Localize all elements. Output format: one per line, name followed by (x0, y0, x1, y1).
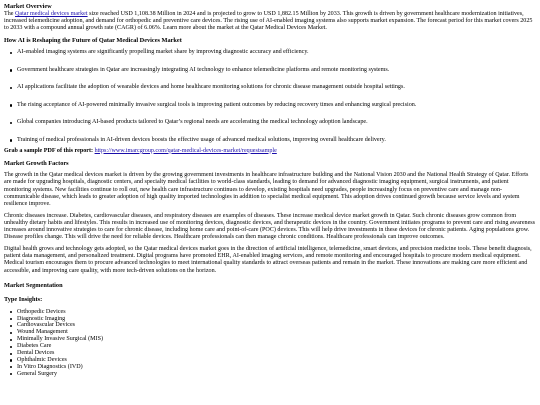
list-item: Global companies introducing AI-based products tailored to Qatar’s regional needs are accelerating the medical technology adoption landscape. (17, 119, 536, 137)
list-item: AI applications facilitate the adoption of wearable devices and home healthcare monitoring solutions for chronic disease management outside hospital settings. (17, 84, 536, 102)
growth-paragraph-1: The growth in the Qatar medical devices market is driven by the growing government investments in healthcare infrastructure building and the National Vision 2030 and the National Health Strategy of Qatar. Efforts are made for upgrading hospitals, diagnostic centers, and specialty medical facilities to world-class standards, leading to demand for advanced diagnostic imaging equipment, surgical instruments, and patient monitoring systems. New facilities continue to roll out, new health care infrastructure continues to develop, existing hospitals need upgrades, people increasingly focus on preventive care and manage non-communicable disease, which leads to greater adoption of high quality imported technologies in addition to specialist medical equipment. This adoption drives continued growth because service levels and system resilience improve. (4, 172, 529, 207)
sample-pdf-line (4, 148, 536, 155)
list-item: Government healthcare strategies in Qatar are increasingly integrating AI technology to enhance telemedicine platforms and remote monitoring systems. (17, 67, 536, 85)
list-item: In Vitro Diagnostics (IVD) (17, 364, 536, 371)
type-list (4, 309, 536, 378)
market-overview-heading: Market Overview (4, 3, 52, 10)
list-item: Diagnostic Imaging (17, 316, 536, 323)
list-item: AI-enabled imaging systems are significantly propelling market share by improving diagnostic accuracy and efficiency. (17, 49, 536, 67)
list-item: Dental Devices (17, 350, 536, 357)
list-item: Cardiovascular Devices (17, 322, 536, 329)
type-insights-heading: Type Insights: (4, 296, 43, 304)
list-item: General Surgery (17, 371, 536, 378)
growth-factors-heading: Market Growth Factors (4, 159, 69, 167)
list-item: Wound Management (17, 329, 536, 336)
list-item: Minimally Invasive Surgical (MIS) (17, 336, 536, 343)
list-item: Orthopedic Devices (17, 309, 536, 316)
list-item: The rising acceptance of AI-powered minimally invasive surgical tools is improving patient outcomes by reducing recovery times and enhancing surgical precision. (17, 102, 536, 120)
list-item: Training of medical professionals in AI-driven devices boosts the effective usage of advanced medical solutions, improving overall healthcare delivery. (17, 137, 536, 147)
ai-section-heading: How AI is Reshaping the Future of Qatar Medical Devices Market (4, 36, 182, 44)
ai-bullet-list (4, 49, 536, 147)
market-segmentation-heading: Market Segmentation (4, 281, 63, 289)
sample-pdf-label: Grab a sample PDF of this report: (4, 147, 94, 154)
list-item: Ophthalmic Devices (17, 357, 536, 364)
growth-paragraph-3: Digital health grows and technology gets adopted, so the Qatar medical devices market goes in the direction of artificial intelligence, telemedicine, smart devices, and precision medicine tools. These benefit diagnosis, patient data management, and personalized treatment. Digital programs have promoted EHR, AI-enabled imaging services, and remote monitoring and encouraged hospitals to procure modern medical equipment. Medical tourism encourages them to procure advanced technologies to meet international quality standards to attract overseas patients and remain in the market. These innovations are making care more efficient and accessible, and improving care quality, with more tech-driven solutions on the horizon. (4, 246, 532, 274)
sample-pdf-link[interactable]: https://www.imarcgroup.com/qatar-medical-devices-market/requestsample (94, 147, 277, 154)
qatar-market-link[interactable]: Qatar medical devices market (15, 10, 88, 17)
list-item: Diabetes Care (17, 343, 536, 350)
growth-paragraph-2: Chronic diseases increase. Diabetes, cardiovascular diseases, and respiratory diseases are examples of diseases. These increase medical device market growth in Qatar. Such chronic diseases grow common from unhealthy dietary habits and lifestyles. This results in increased use of monitoring devices, diagnostic devices, and therapeutic devices in the country. Government initiates programs to prevent care and rising awareness increases around innovative strategies to care for chronic disease, including home care and point-of-care (POC) devices. This will help drive investments in these devices for chronic patients. Aging populations grow. Disease profiles change. This will drive the need for reliable devices. Healthcare professionals can then manage chronic conditions. Healthcare professionals can improve outcomes. (4, 212, 536, 241)
market-overview-paragraph: The Qatar medical devices market size reached USD 1,108.38 Million in 2024 and is projected to grow to USD 1,882.15 Million by 2033. This growth is driven by government healthcare modernization initiatives, increased telemedicine adoption, and demand for orthopedic and preventive care devices. The rising use of AI-enabled imaging systems also supports market expansion. The forecast period for this market covers 2025 to 2033 with a compound annual growth rate (CAGR) of 6.06%. Learn more about the market at the Qatar Medical Devices Market. (4, 10, 533, 31)
